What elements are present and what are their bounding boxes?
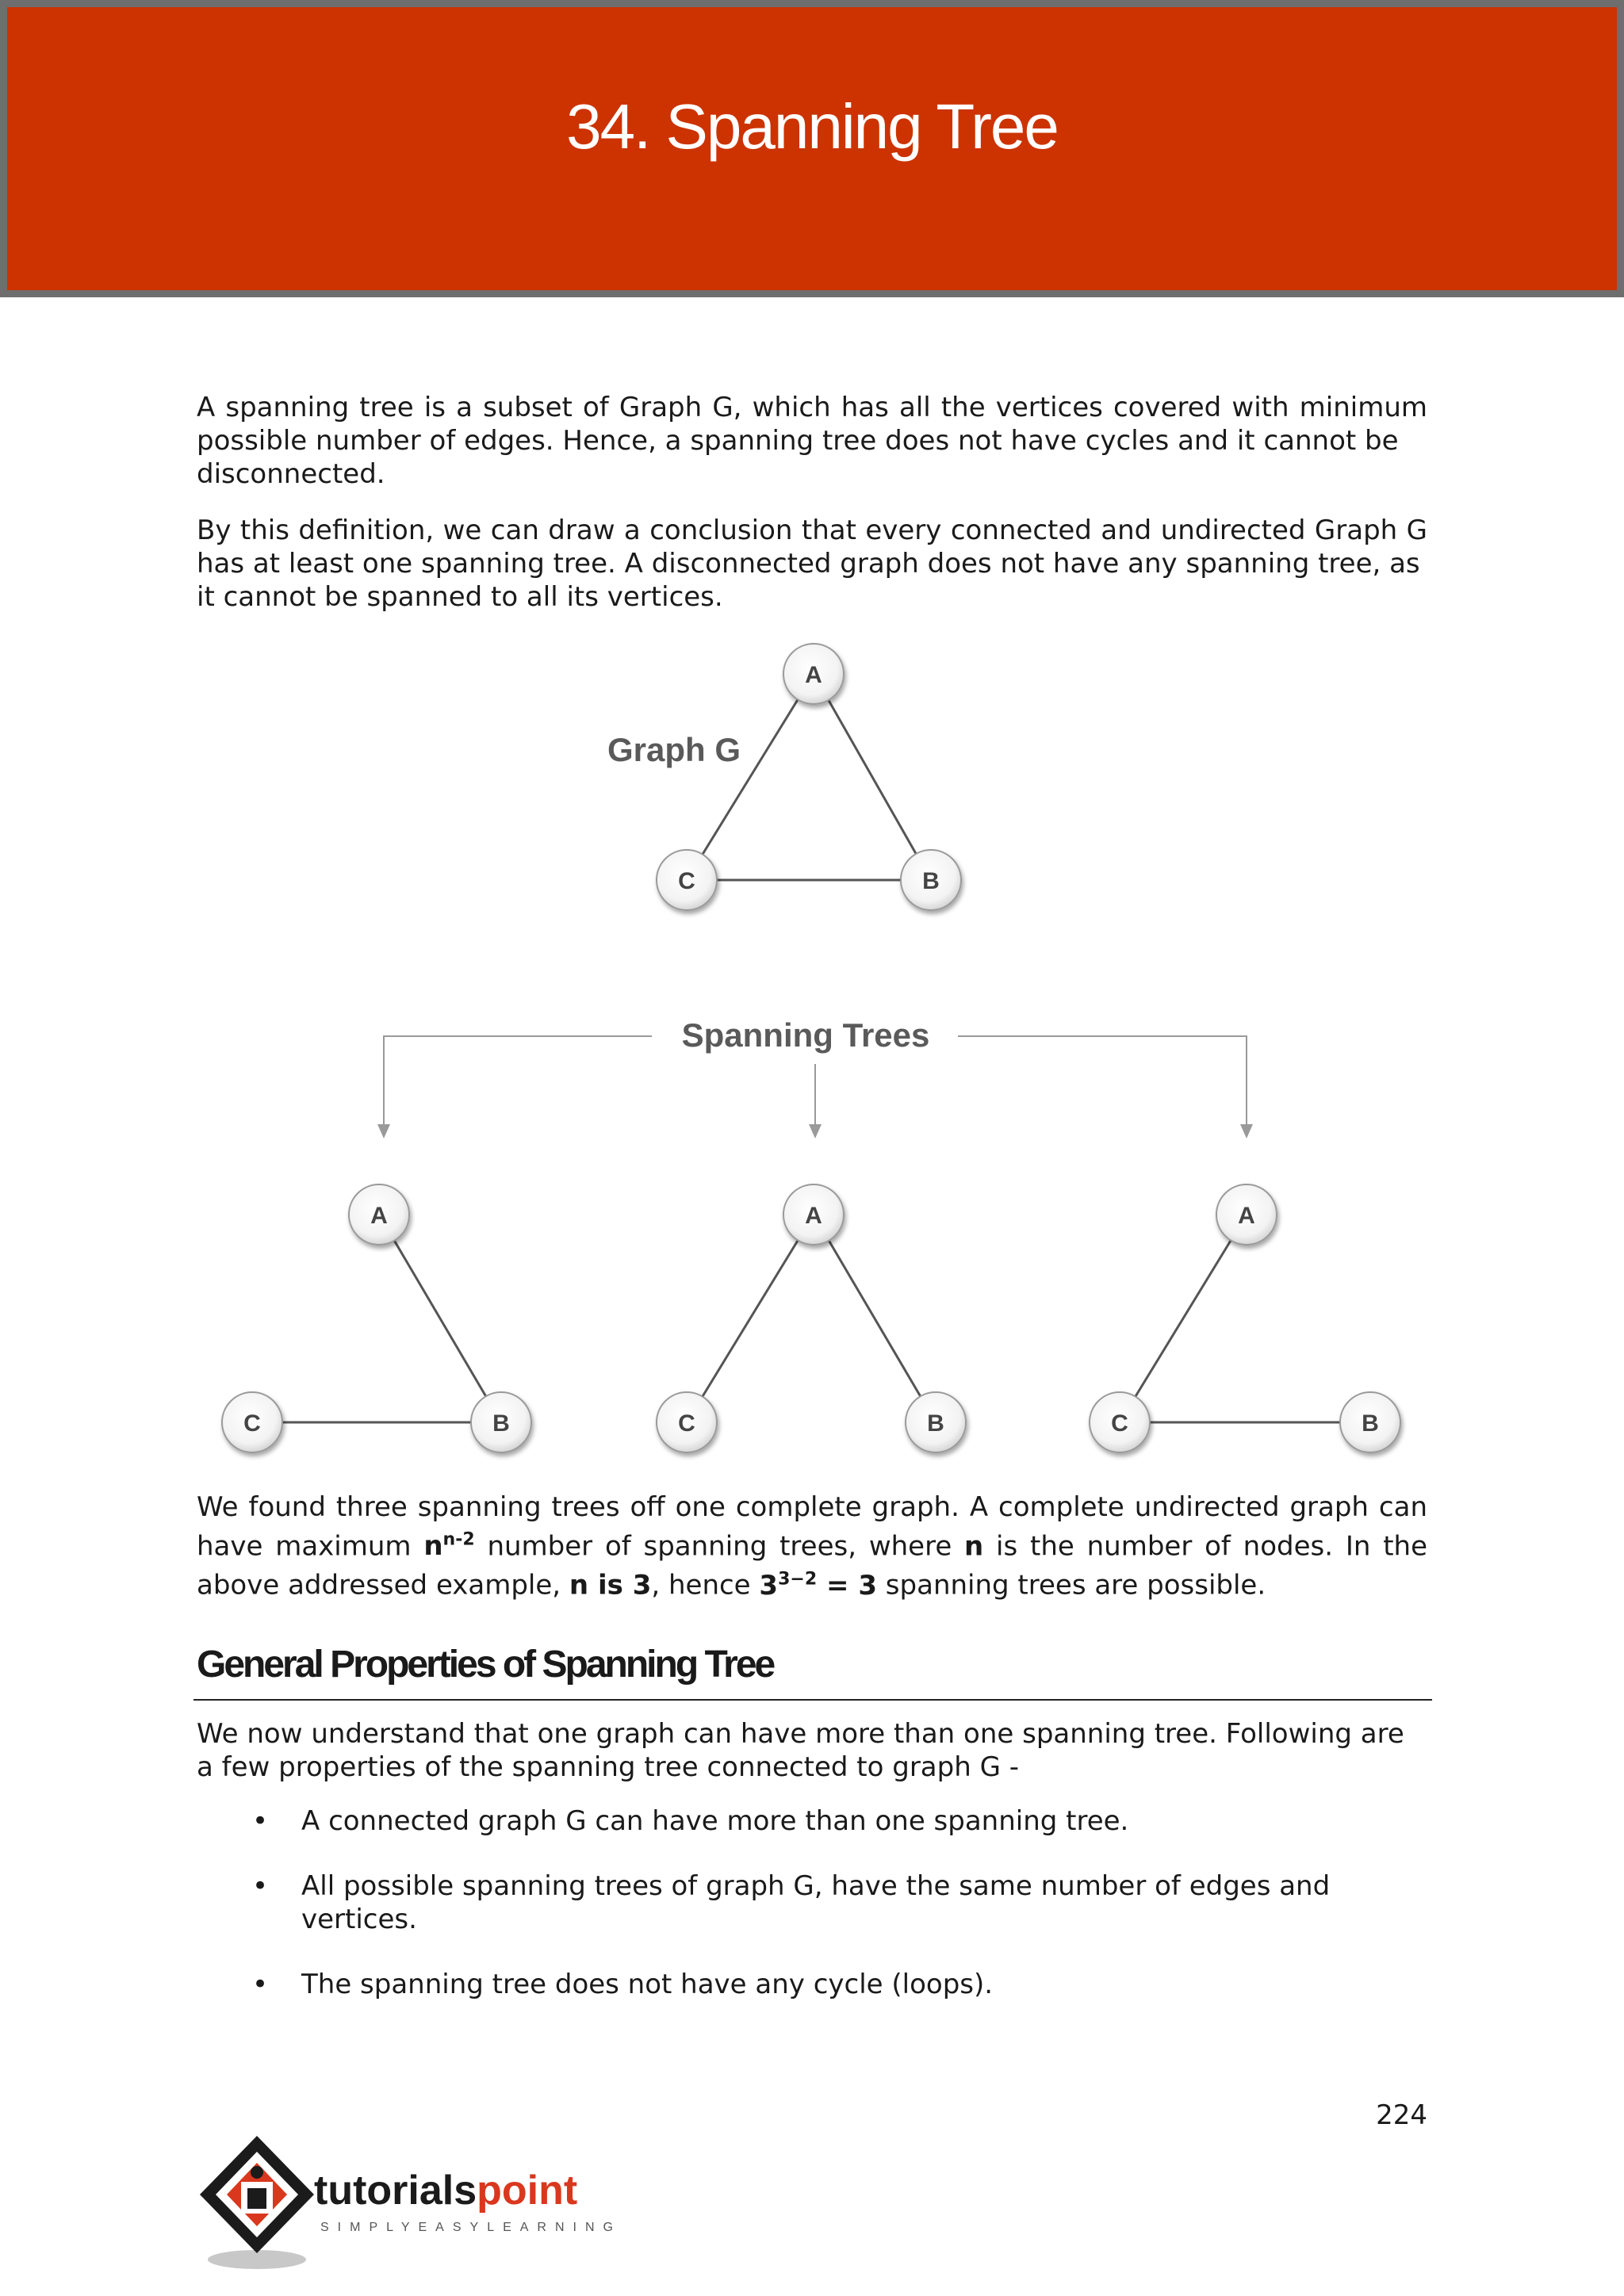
intro-p2-text: By this definition, we can draw a conclusion that every connected and undirected Graph G has at least one spanning tree. A disconnected graph does not have any spanning tree, as	[197, 515, 1427, 580]
intro-p1-last-line: disconnected.	[197, 458, 385, 490]
graph-g-node-b-label: B	[922, 868, 940, 894]
properties-intro	[197, 1717, 1427, 1784]
property-item	[252, 1804, 1427, 1838]
tree1-node-a-label: A	[370, 1203, 388, 1229]
bullet-icon: •	[252, 1870, 269, 1902]
explanation-text-5: spanning trees are possible.	[877, 1569, 1266, 1601]
n-variable: n	[964, 1530, 984, 1563]
tree3-node-b-label: B	[1362, 1410, 1379, 1437]
tree2-edge-ac	[687, 1215, 814, 1422]
bullet-icon: •	[252, 1805, 269, 1837]
logo-wordmark	[314, 2168, 577, 2214]
intro-paragraph-1	[197, 391, 1427, 491]
logo-tagline: SIMPLYEASYLEARNING	[320, 2221, 622, 2234]
formula-base: n	[423, 1530, 443, 1563]
logo-word-point: point	[477, 2168, 578, 2214]
tree3-node-c	[1090, 1392, 1150, 1452]
tree1-node-b-label: B	[492, 1410, 510, 1437]
tutorialspoint-logo	[195, 2131, 639, 2274]
spanning-trees-label: Spanning Trees	[681, 1016, 930, 1054]
tree3-node-b	[1340, 1392, 1400, 1452]
spanning-tree-diagram	[0, 618, 1624, 1475]
calc-equals: =	[817, 1569, 859, 1601]
tree3-node-a	[1216, 1184, 1277, 1245]
properties-intro-text: We now understand that one graph can have more than one spanning tree. Following are	[197, 1718, 1404, 1750]
explanation-text-2: number of spanning trees, where	[474, 1530, 965, 1563]
tree2-edge-ab	[814, 1215, 936, 1422]
graph-g-node-b	[901, 850, 961, 910]
explanation-text-3: is the number of nodes. In the above addressed example,	[197, 1530, 1427, 1601]
graph-g-edge-ab	[814, 674, 931, 880]
calc-expression	[759, 1570, 877, 1601]
page-number: 224	[1376, 2099, 1427, 2131]
chapter-banner	[0, 0, 1624, 297]
tree2-node-a	[783, 1184, 844, 1245]
tree1-edge-ab	[379, 1215, 501, 1422]
property-item-text: A connected graph G can have more than one spanning tree.	[301, 1805, 1129, 1837]
graph-g-node-c	[657, 850, 717, 910]
explanation-text-4: , hence	[651, 1569, 760, 1601]
logo-word-tutorials: tutorials	[314, 2168, 477, 2214]
bullet-icon: •	[252, 1969, 269, 2000]
tree2-node-b	[906, 1392, 966, 1452]
property-item-last-line: vertices.	[301, 1904, 417, 1935]
formula-exponent: n-2	[442, 1530, 475, 1550]
tree1-node-c	[222, 1392, 282, 1452]
graph-g-node-a-label: A	[805, 662, 822, 688]
graph-g-node-a	[783, 644, 844, 704]
tree2-node-c	[657, 1392, 717, 1452]
graph-g-edge-ac	[687, 674, 814, 880]
calc-exponent: 3−2	[778, 1569, 818, 1590]
intro-paragraph-2	[197, 514, 1427, 614]
tree2-node-a-label: A	[805, 1203, 822, 1229]
calc-result: 3	[858, 1569, 877, 1601]
formula-n	[423, 1530, 474, 1562]
n-is-3: n is 3	[569, 1569, 652, 1601]
tree2-node-c-label: C	[678, 1410, 695, 1437]
tree1-node-c-label: C	[243, 1410, 261, 1437]
property-item-text: The spanning tree does not have any cycle (loops).	[301, 1969, 994, 2000]
explanation-paragraph	[197, 1490, 1427, 1602]
heading-underline	[193, 1699, 1432, 1701]
graph-g-node-c-label: C	[678, 868, 695, 894]
properties-intro-last-line: a few properties of the spanning tree connected to graph G -	[197, 1751, 1019, 1783]
tree3-node-c-label: C	[1111, 1410, 1128, 1437]
tree2-node-b-label: B	[927, 1410, 944, 1437]
calc-base: 3	[759, 1569, 779, 1601]
intro-p2-last-line: it cannot be spanned to all its vertices.	[197, 581, 723, 613]
property-item	[252, 1968, 1427, 2001]
tree1-node-b	[471, 1392, 531, 1452]
chapter-title: 34. Spanning Tree	[566, 91, 1058, 162]
intro-p1-text: A spanning tree is a subset of Graph G, which has all the vertices covered with minimum possible number of edges. Hence, a spanning tree does not have cycles and it cannot be	[197, 392, 1427, 457]
property-item	[252, 1869, 1427, 1936]
connector-arrowheads	[377, 1124, 1253, 1138]
graph-g-label: Graph G	[607, 731, 741, 768]
tree1-node-a	[349, 1184, 409, 1245]
explanation-text-1: We found three spanning trees off one complete graph. A complete undirected graph can have maximum	[197, 1491, 1427, 1563]
properties-heading: General Properties of Spanning Tree	[197, 1644, 774, 1686]
properties-list	[252, 1804, 1427, 2001]
tree3-node-a-label: A	[1238, 1203, 1255, 1229]
tree3-edge-ac	[1120, 1215, 1247, 1422]
property-item-text: All possible spanning trees of graph G, have the same number of edges and	[301, 1870, 1331, 1902]
